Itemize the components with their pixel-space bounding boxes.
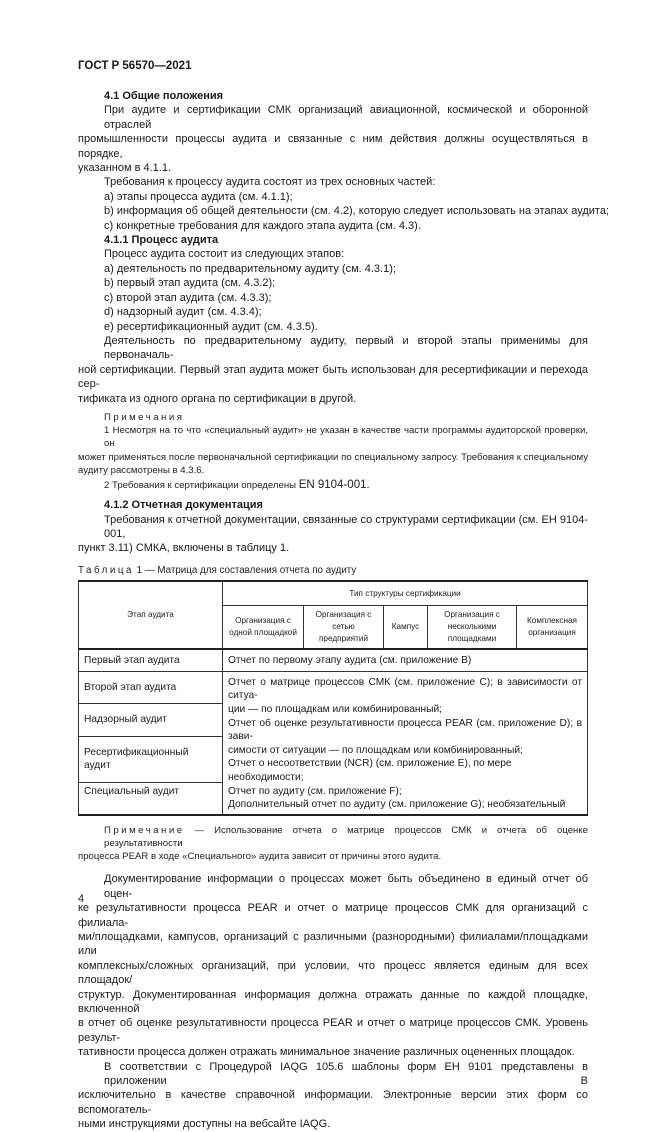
- row-label: Специальный аудит: [79, 782, 223, 815]
- report-line: Отчет о матрице процессов СМК (см. приложение С); в зависимости от ситуа-: [228, 676, 582, 702]
- text-line: тативности процесса должен отражать минимальное значение различных оцененных площадок.: [78, 1046, 575, 1059]
- note-line: [78, 479, 588, 492]
- note-line: 1 Несмотря на то что «специальный аудит» не указан в качестве части программы аудиторской проверки, он: [104, 425, 588, 450]
- list-item: c) конкретные требования для каждого этапа аудита (см. 4.3).: [104, 219, 421, 232]
- text-line: При аудите и сертификации СМК организаций авиационной, космической и оборонной отраслей: [104, 104, 588, 131]
- text-line: Процесс аудита состоит из следующих этапов:: [104, 248, 345, 261]
- documentation-paragraph: [78, 872, 588, 1059]
- report-line: Дополнительный отчет по аудиту (см. приложение G); необязательный: [228, 799, 566, 811]
- table-cell: Отчет по первому этапу аудита (см. приложение В): [223, 649, 588, 671]
- row-label: Второй этап аудита: [79, 671, 223, 704]
- iaqg-paragraph: [78, 1060, 588, 1132]
- text-line: Требования к отчетной документации, связанные со структурами сертификации (см. ЕН 9104-001,: [104, 513, 588, 540]
- text-line: В соответствии с Процедурой IAQG 105.6 шаблоны форм ЕН 9101 представлены в приложении В: [104, 1060, 588, 1088]
- table-cell-reports: [223, 671, 588, 814]
- table-caption: [78, 565, 588, 576]
- notes-title: Примечания: [104, 411, 185, 423]
- column-header: Кампус: [384, 606, 428, 650]
- note-line: [78, 824, 588, 850]
- text-line: в отчет об оценке результативности процесса PEAR и отчет о матрице процессов СМК. Уровень результ-: [78, 1017, 588, 1044]
- list-item: b) информация об общей деятельности (см. 4.2), которую следует использовать на этапах аудита;: [104, 205, 609, 218]
- column-group-header: Тип структуры сертификации: [223, 581, 588, 606]
- table-note: [78, 824, 588, 864]
- text-line: промышленности процессы аудита и связанные с ним действия должны осуществляться в порядке,: [78, 133, 588, 160]
- text-line: структур. Документированная информация должна отражать данные по каждой площадке, включенной: [78, 988, 588, 1015]
- text-line: ке результативности процесса PEAR и отчет о матрице процессов СМК для организаций с филиала-: [78, 902, 588, 929]
- list-item: b) первый этап аудита (см. 4.3.2);: [104, 277, 276, 290]
- column-header: Организация с сетью предприятий: [304, 606, 384, 650]
- text-line: пункт 3.11) СМКА, включены в таблицу 1.: [78, 542, 290, 555]
- column-header: Организация с несколькими площадками: [428, 606, 517, 650]
- text-line: тификата из одного органа по сертификации в другой.: [78, 392, 357, 405]
- text-line: исключительно в качестве справочной информации. Электронные версии этих форм со вспомогатель-: [78, 1089, 588, 1116]
- section-4-1-heading: 4.1 Общие положения: [104, 90, 224, 102]
- text-line: Документирование информации о процессах может быть объединено в единый отчет об оцен-: [104, 873, 588, 900]
- list-item: e) ресертификационный аудит (см. 4.3.5).: [104, 320, 318, 333]
- column-header: Организация с одной площадкой: [223, 606, 304, 650]
- table-caption-label: Таблица: [78, 564, 134, 576]
- report-line: симости от ситуации — по площадкам или комбинированный;: [228, 744, 523, 756]
- table-caption-text: 1 — Матрица для составления отчета по аудиту: [136, 564, 357, 576]
- note-line: аудиту рассмотрены в 4.3.6.: [78, 464, 205, 476]
- text-line: комплексных/сложных организаций, при условии, что процесс является единым для всех площадок/: [78, 959, 588, 987]
- section-4-1-1-heading: 4.1.1 Процесс аудита: [104, 234, 219, 247]
- standard-reference: EN 9104-001.: [298, 478, 370, 491]
- note-line: может применяться после первоначальной сертификации по специальному запросу. Требования к специальному: [78, 451, 588, 463]
- column-header-stage: Этап аудита: [79, 581, 223, 650]
- text-line: ной сертификации. Первый этап аудита может быть использован для ресертификации и перехода сер-: [78, 363, 588, 391]
- note-2-text: 2 Требования к сертификации определены: [104, 479, 297, 491]
- text-line: указанном в 4.1.1.: [78, 162, 172, 175]
- report-line: Отчет по аудиту (см. приложение F);: [228, 785, 402, 797]
- text-line: Деятельность по предварительному аудиту, первый и второй этапы применимы для первоначаль-: [104, 334, 588, 362]
- list-item: a) этапы процесса аудита (см. 4.1.1);: [104, 190, 293, 203]
- list-item: c) второй этап аудита (см. 4.3.3);: [104, 291, 272, 304]
- report-line: Отчет о несоответствии (NCR) (см. приложение Е), по мере необходимости;: [228, 758, 512, 783]
- list-item: d) надзорный аудит (см. 4.3.4);: [104, 306, 262, 319]
- page-number: 4: [78, 893, 85, 905]
- document-page: [78, 60, 609, 1132]
- note-label: Примечание: [104, 824, 185, 836]
- list-item: a) деятельность по предварительному аудиту (см. 4.3.1);: [104, 262, 396, 275]
- row-label: Первый этап аудита: [79, 649, 223, 671]
- report-line: Отчет об оценке результативности процесса PEAR (см. приложение D); в зави-: [228, 717, 582, 743]
- section-4-1-2-heading: 4.1.2 Отчетная документация: [104, 499, 263, 512]
- audit-report-matrix-table: [78, 580, 588, 816]
- note-text: — Использование отчета о матрице процессов СМК и отчета об оценке результативности: [104, 824, 588, 849]
- text-line: Требования к процессу аудита состоят из трех основных частей:: [104, 176, 436, 189]
- document-header: ГОСТ Р 56570—2021: [78, 60, 192, 72]
- note-line: процесса PEAR в ходе «Специального» аудита зависит от причины этого аудита.: [78, 851, 442, 863]
- notes-block: [78, 411, 588, 492]
- row-label: Надзорный аудит: [79, 704, 223, 737]
- column-header: Комплексная организация: [517, 606, 588, 650]
- report-line: ции — по площадкам или комбинированный;: [228, 703, 443, 715]
- text-line: ми/площадками, кампусов, организаций с различными (разнородными) филиалами/площадками или: [78, 930, 588, 958]
- text-line: ными инструкциями доступны на вебсайте IAQG.: [78, 1118, 331, 1131]
- row-label: Ресертификационный аудит: [79, 736, 223, 782]
